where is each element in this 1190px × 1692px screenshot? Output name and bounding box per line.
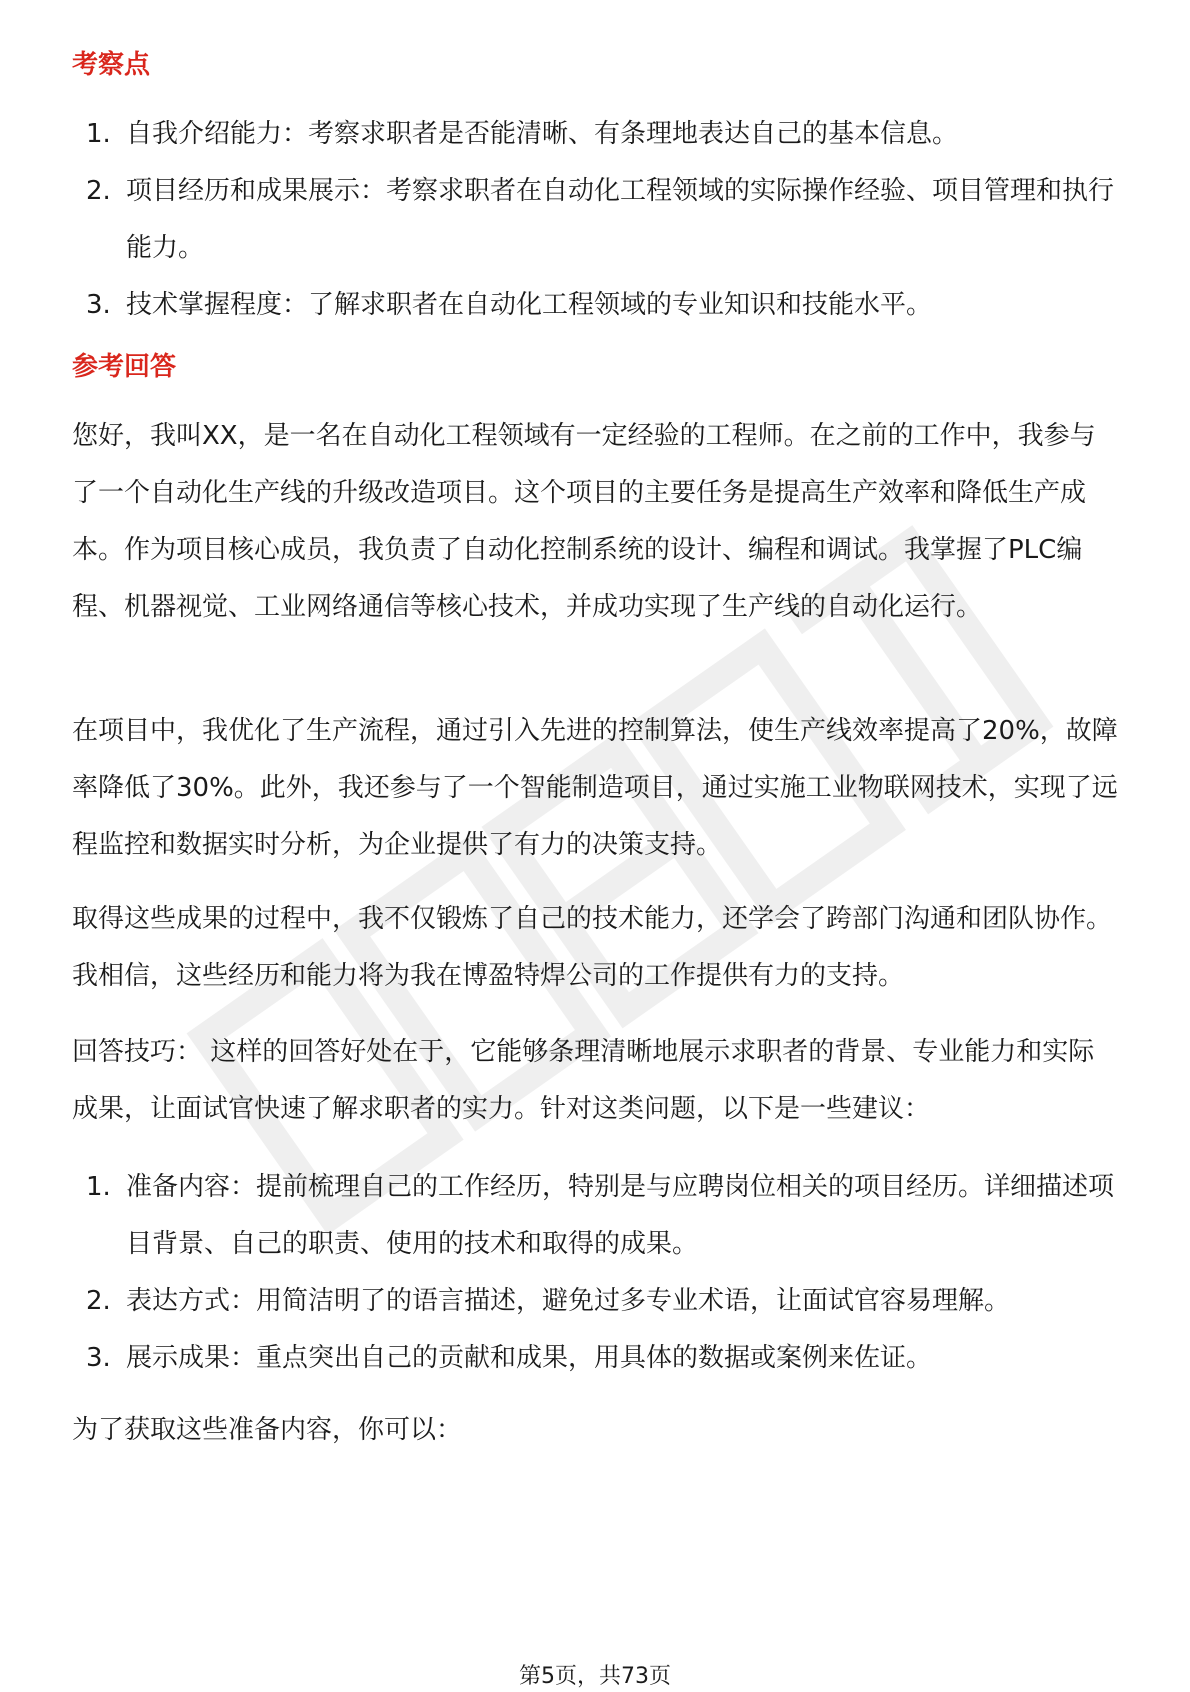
answer-paragraph: 在项目中，我优化了生产流程，通过引入先进的控制算法，使生产线效率提高了20%，故障率降低了30%。此外，我还参与了一个智能制造项目，通过实施工业物联网技术，实现了远程监控和数据实时分析，为企业提供了有力的决策支持。 xyxy=(72,716,1118,860)
list-item-text: 展示成果：重点突出自己的贡献和成果，用具体的数据或案例来佐证。 xyxy=(126,1343,933,1373)
list-number: 2. xyxy=(86,176,111,206)
list-item xyxy=(72,277,1118,334)
list-item-text: 准备内容：提前梳理自己的工作经历，特别是与应聘岗位相关的项目经历。详细描述项目背景、自己的职责、使用的技术和取得的成果。 xyxy=(126,1172,1115,1259)
list-item xyxy=(72,1330,1118,1387)
list-item-text: 项目经历和成果展示：考察求职者在自动化工程领域的实际操作经验、项目管理和执行能力。 xyxy=(126,176,1115,263)
closing-paragraph: 为了获取这些准备内容，你可以： xyxy=(72,1415,463,1445)
list-number: 1. xyxy=(86,119,111,149)
tips-list xyxy=(72,1159,1118,1387)
list-item xyxy=(72,106,1118,163)
focus-list xyxy=(72,106,1118,334)
list-number: 3. xyxy=(86,290,111,320)
answer-tips-paragraph: 回答技巧： 这样的回答好处在于，它能够条理清晰地展示求职者的背景、专业能力和实际成果，让面试官快速了解求职者的实力。针对这类问题，以下是一些建议： xyxy=(72,1037,1095,1124)
list-item-text: 自我介绍能力：考察求职者是否能清晰、有条理地表达自己的基本信息。 xyxy=(126,119,959,149)
section-heading-answer: 参考回答 xyxy=(72,352,177,382)
list-item-text: 技术掌握程度：了解求职者在自动化工程领域的专业知识和技能水平。 xyxy=(126,290,933,320)
list-number: 2. xyxy=(86,1286,111,1316)
answer-paragraph: 您好，我叫XX，是一名在自动化工程领域有一定经验的工程师。在之前的工作中，我参与了一个自动化生产线的升级改造项目。这个项目的主要任务是提高生产效率和降低生产成本。作为项目核心成员，我负责了自动化控制系统的设计、编程和调试。我掌握了PLC编程、机器视觉、工业网络通信等核心技术，并成功实现了生产线的自动化运行。 xyxy=(72,421,1096,622)
section-heading-focus: 考察点 xyxy=(72,50,151,80)
list-item xyxy=(72,163,1118,277)
list-item-text: 表达方式：用简洁明了的语言描述，避免过多专业术语，让面试官容易理解。 xyxy=(126,1286,1011,1316)
list-number: 1. xyxy=(86,1172,111,1202)
page-number: 第5页，共73页 xyxy=(519,1664,671,1689)
list-item xyxy=(72,1159,1118,1273)
answer-paragraph: 取得这些成果的过程中，我不仅锻炼了自己的技术能力，还学会了跨部门沟通和团队协作。我相信，这些经历和能力将为我在博盈特焊公司的工作提供有力的支持。 xyxy=(72,904,1113,991)
list-item xyxy=(72,1273,1118,1330)
list-number: 3. xyxy=(86,1343,111,1373)
